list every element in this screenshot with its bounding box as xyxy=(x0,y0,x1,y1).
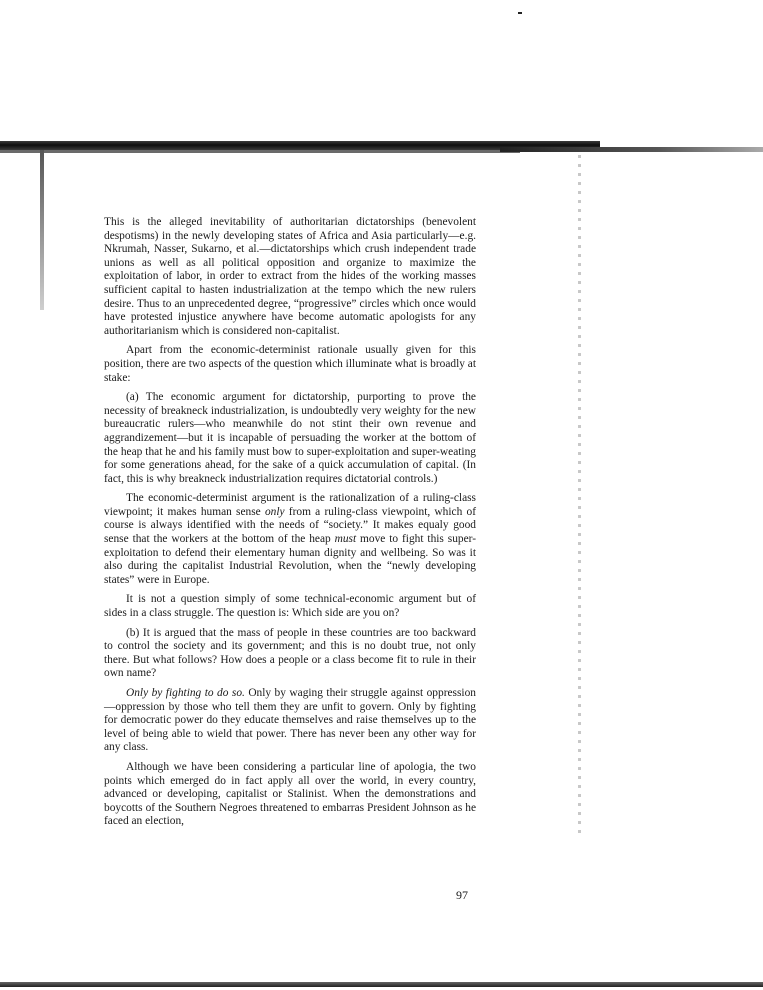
scan-edge-shadow-bottom xyxy=(0,982,763,987)
scan-edge-shadow-left xyxy=(40,150,44,310)
text-run: (b) It is argued that the mass of people in these countries are too backward to control the society and its government; and this is no doubt true, not only there. But what follows? How does a people or a class become fit to rule in their own name? xyxy=(104,626,476,680)
italic-text: Only by fighting to do so. xyxy=(126,687,245,699)
italic-text: must xyxy=(334,533,357,546)
text-run: It is not a question simply of some technical-economic argument but of sides in a class struggle. The question is: Which side are you on? xyxy=(104,593,476,620)
text-run: Although we have been considering a particular line of apologia, the two points which emerged do in fact apply all over the world, in every country, advanced or developing, capitalist or Stalinist. When the demonstrations and boycotts of the Southern Negroes threatened to embarras President Johnson as he faced an election, xyxy=(104,760,476,828)
paragraph-4 xyxy=(104,492,476,587)
text-run: move to fight this super-exploitation to defend their elementary human dignity and wellbeing. So was it also during the capitalist Industrial Revolution, when the “newly developing states” were in Europe. xyxy=(104,533,476,586)
scan-edge-shadow-top-right xyxy=(500,147,763,152)
text-run: Only by waging their struggle against oppression—oppression by those who tell them they are unfit to govern. Only by fighting for democratic power do they educate themselves and raise themselves up to the level of being able to wield that power. There has never been any other way for any class. xyxy=(104,687,476,754)
text-run: This is the alleged inevitability of authoritarian dictatorships (benevolent despotisms) in the newly developing states of Africa and Asia particularly—e.g. Nkrumah, Nasser, Sukarno, et al.—dictatorships which crush independent trade unions as well as all political opposition and organize to maximize the exploitation of labor, in order to extract from the hides of the working masses sufficient capital to hasten industrialization at the tempo which the new rulers desire. Thus to an unprecedented degree, “progressive” circles which once would have protested injustice anywhere have become automatic apologists for any authoritarianism which is considered non-capitalist. xyxy=(104,216,476,337)
paragraph-5 xyxy=(104,593,476,620)
paragraph-8 xyxy=(104,761,476,829)
scan-speck xyxy=(518,12,522,14)
scan-edge-marks-right xyxy=(578,155,581,835)
paragraph-1 xyxy=(104,216,476,338)
paragraph-6 xyxy=(104,627,476,681)
italic-text: only xyxy=(264,505,285,518)
paragraph-3 xyxy=(104,391,476,486)
paragraph-7 xyxy=(104,687,476,755)
text-run: Apart from the economic-determinist rationale usually given for this position, there are two aspects of the question which illuminate what is broadly at stake: xyxy=(104,344,477,384)
text-run: (a) The economic argument for dictatorship, purporting to prove the necessity of breakneck industrialization, is undoubtedly very weighty for the new bureaucratic rulers—who meanwhile do not stint their own revenue and aggrandizement—but it is incapable of persuading the worker at the bottom of the heap that he and his family must bow to super-exploitation and super-weating for some generations ahead, for the sake of a quick accumulation of capital. (In fact, this is why breakneck industrialization requires dictatorial controls.) xyxy=(104,391,476,485)
scan-edge-shadow-top-lower xyxy=(0,150,520,153)
paragraph-2 xyxy=(104,344,476,385)
page-body-text xyxy=(104,216,476,829)
text-run: The economic-determinist argument is the rationalization of a ruling-class viewpoint; it makes human sense xyxy=(104,492,476,518)
text-run: from a ruling-class viewpoint, which of course is always identified with the needs of “society.” It makes equaly good sense that the workers at the bottom of the heap xyxy=(104,505,476,546)
page-number: 97 xyxy=(456,888,468,902)
